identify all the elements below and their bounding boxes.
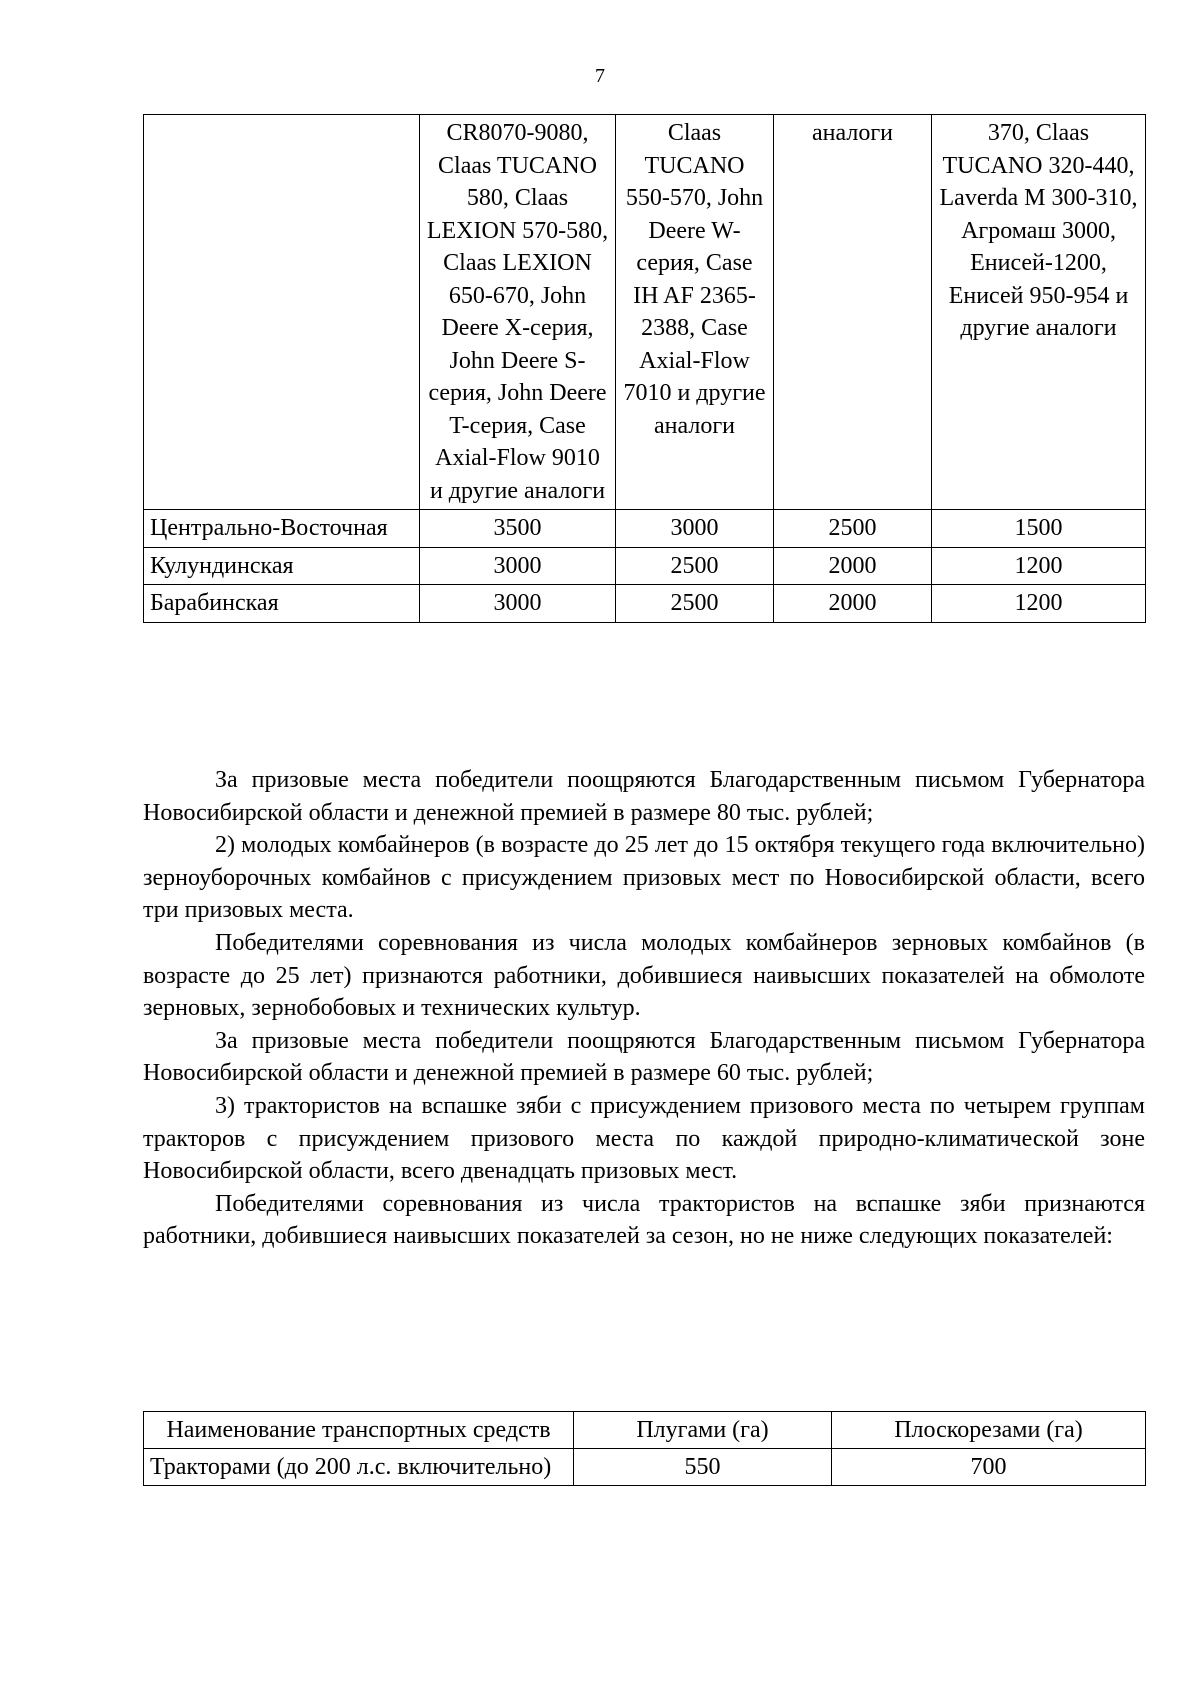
table-row (144, 1449, 1146, 1486)
page-number: 7 (595, 65, 605, 87)
table-cell: 700 (832, 1449, 1146, 1486)
table-cell: 3000 (616, 510, 774, 548)
combine-norms-table (143, 114, 1146, 623)
plowing-norms-table (143, 1411, 1146, 1486)
paragraph: 2) молодых комбайнеров (в возрасте до 25 лет до 15 октября текущего года включительно) зерноуборочных комбайнов с присуждением призовых мест по Новосибирской области, всего три призовых места. (143, 832, 1145, 924)
paragraph: Победителями соревнования из числа трактористов на вспашке зяби признаются работники, добившиеся наивысших показателей за сезон, но не ниже следующих показателей: (143, 1190, 1145, 1250)
table-cell: Тракторами (до 200 л.с. включительно) (144, 1449, 574, 1486)
table-header-row (144, 1412, 1146, 1449)
paragraph: Победителями соревнования из числа молодых комбайнеров зерновых комбайнов (в возрасте до 25 лет) признаются работники, добившиеся наивысших показателей на обмолоте зерновых, зернобобовых и технических культур. (143, 929, 1145, 1022)
paragraph: 3) трактористов на вспашке зяби с присуждением призового места по четырем группам тракторов с присуждением призового места по каждой природно-климатической зоне Новосибирской области, всего двенадцать призовых мест. (143, 1092, 1145, 1185)
zone-name-cell: Кулундинская (144, 547, 420, 585)
table-cell: 2000 (774, 585, 932, 623)
table-cell: 2000 (774, 547, 932, 585)
column-header: Плоскорезами (га) (832, 1412, 1146, 1449)
table-cell: CR8070-9080, Claas TUCANO 580, Claas LEXION 570-580, Claas LEXION 650-670, John Deere X-серия, John Deere S-серия, John Deere T-серия, Case Axial-Flow 9010 и другие аналоги (420, 115, 616, 510)
table-cell: 1200 (932, 547, 1146, 585)
paragraph: За призовые места победители поощряются Благодарственным письмом Губернатора Новосибирской области и денежной премией в размере 80 тыс. рублей; (143, 767, 1145, 826)
table-row (144, 585, 1146, 623)
table-cell: 3000 (420, 547, 616, 585)
table-cell: 1200 (932, 585, 1146, 623)
column-header: Наименование транспортных средств (144, 1412, 574, 1449)
table-cell: 550 (574, 1449, 832, 1486)
table-cell: 3500 (420, 510, 616, 548)
table-cell: 370, Claas TUCANO 320-440, Laverda M 300-310, Агромаш 3000, Енисей-1200, Енисей 950-954 и другие аналоги (932, 115, 1146, 510)
table-cell: 1500 (932, 510, 1146, 548)
table-cell: 2500 (616, 585, 774, 623)
paragraph: За призовые места победители поощряются Благодарственным письмом Губернатора Новосибирской области и денежной премией в размере 60 тыс. рублей; (143, 1027, 1145, 1087)
zone-name-cell: Барабинская (144, 585, 420, 623)
table-row (144, 547, 1146, 585)
table-cell: 2500 (616, 547, 774, 585)
zone-name-cell: Центрально-Восточная (144, 510, 420, 548)
table-cell: Claas TUCANO 550-570, John Deere W-серия, Case IH AF 2365-2388, Case Axial-Flow 7010 и другие аналоги (616, 115, 774, 510)
table-cell: 2500 (774, 510, 932, 548)
table-cell (144, 115, 420, 510)
column-header: Плугами (га) (574, 1412, 832, 1449)
table-row (144, 115, 1146, 510)
table-cell: 3000 (420, 585, 616, 623)
table-cell: аналоги (774, 115, 932, 510)
table-row (144, 510, 1146, 548)
body-text (143, 764, 1145, 1253)
